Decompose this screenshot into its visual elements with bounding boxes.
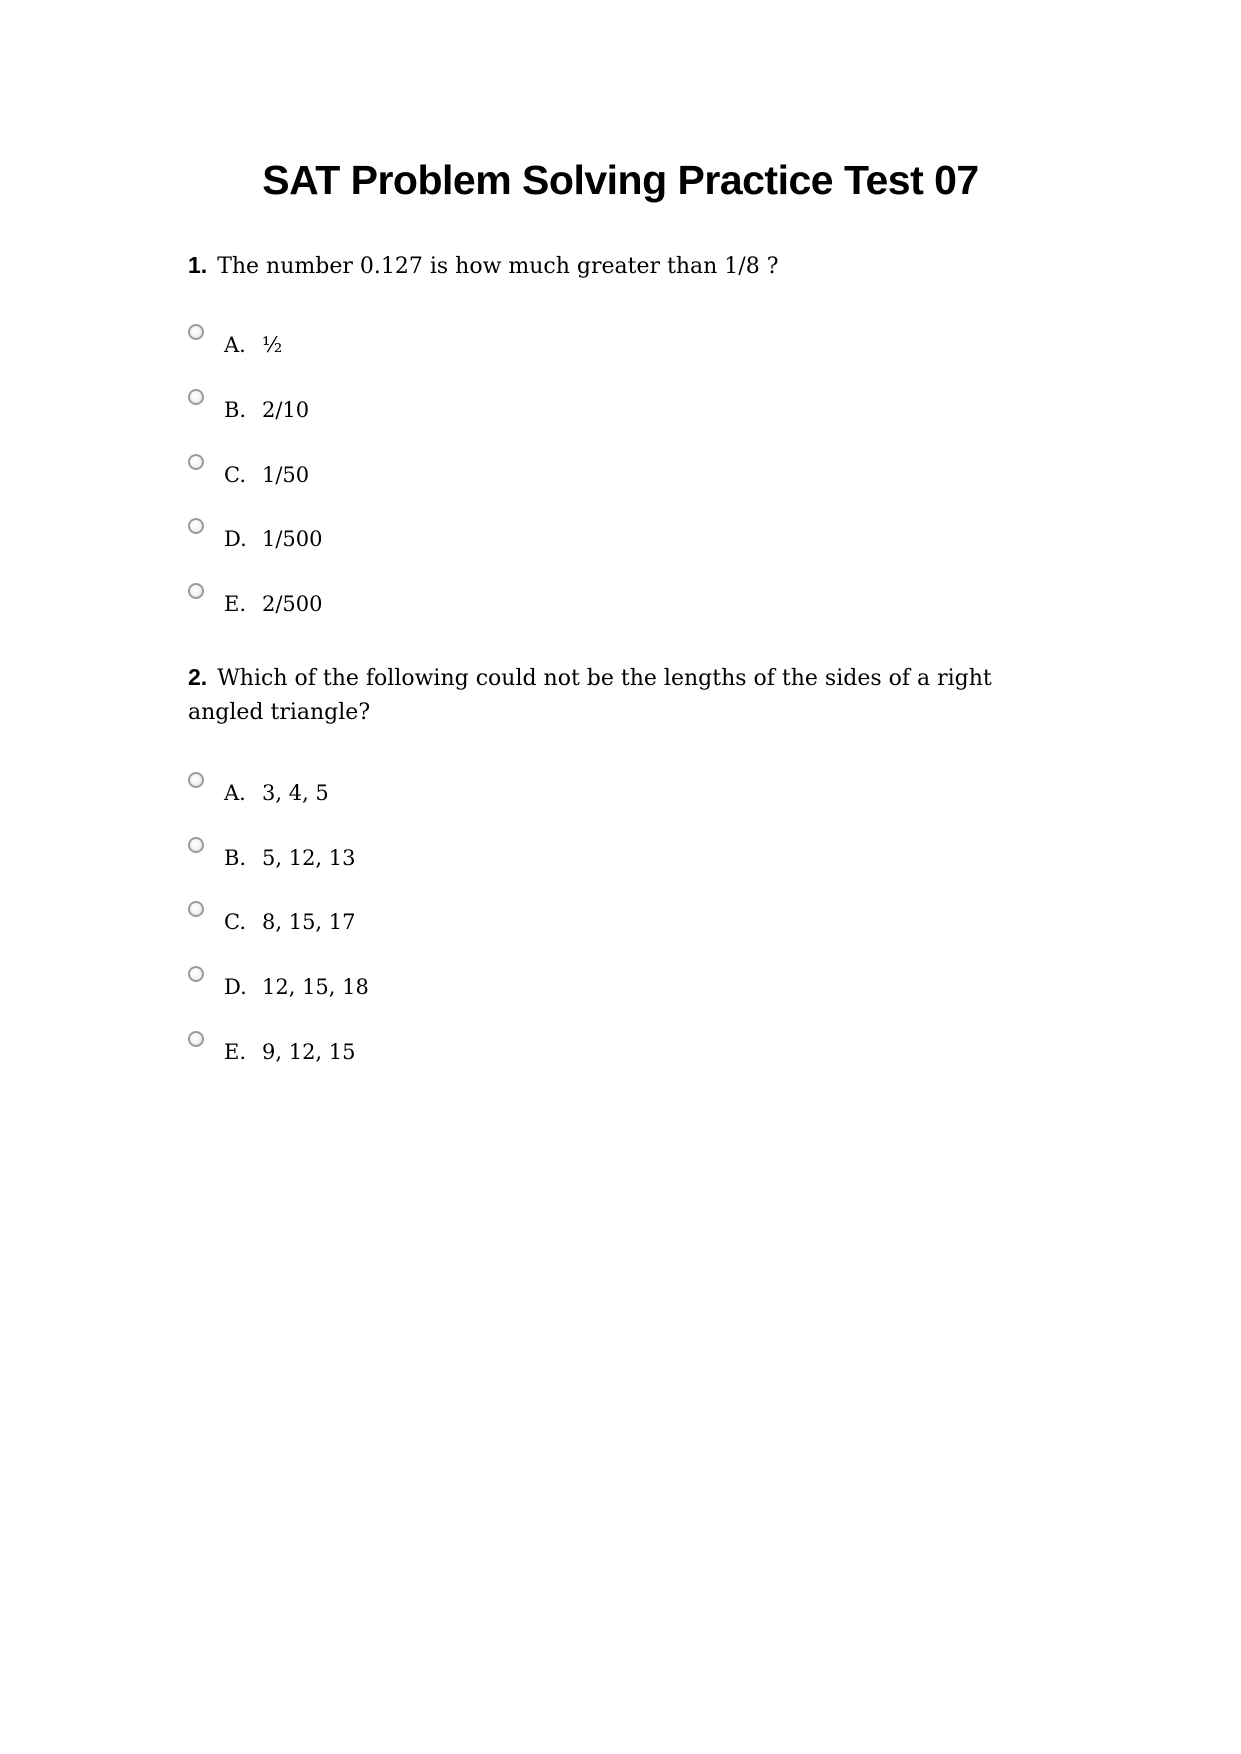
option-letter: D. [224,527,247,551]
radio-button-icon[interactable] [188,518,204,534]
question-2-number: 2. [188,664,208,690]
option-text: ½ [262,333,283,357]
option-letter: B. [224,398,247,422]
question-1-option-b[interactable] [188,387,309,421]
question-1-text-line [188,248,1068,284]
option-text: 2/10 [262,398,310,422]
option-text: 3, 4, 5 [262,781,329,805]
radio-button-icon[interactable] [188,583,204,599]
option-letter: B. [224,846,247,870]
option-text: 8, 15, 17 [262,910,356,934]
option-letter: E. [224,592,247,616]
question-2-option-d[interactable] [188,964,369,998]
question-2-option-b[interactable] [188,835,356,869]
question-1 [188,248,1068,284]
question-2-option-a[interactable] [188,770,329,804]
question-1-number: 1. [188,252,208,278]
radio-button-icon[interactable] [188,966,204,982]
page-title: SAT Problem Solving Practice Test 07 [262,157,979,203]
radio-button-icon[interactable] [188,1031,204,1047]
option-letter: D. [224,975,247,999]
radio-button-icon[interactable] [188,454,204,470]
option-text: 1/500 [262,527,323,551]
radio-button-icon[interactable] [188,772,204,788]
option-letter: C. [224,463,246,487]
question-1-option-d[interactable] [188,516,323,550]
question-2-text: Which of the following could not be the lengths of the sides of a right angled triangle? [188,666,992,725]
option-letter: E. [224,1040,247,1064]
option-text: 9, 12, 15 [262,1040,356,1064]
radio-button-icon[interactable] [188,389,204,405]
question-1-text: The number 0.127 is how much greater than 1/8 ? [217,254,779,279]
radio-button-icon[interactable] [188,837,204,853]
radio-button-icon[interactable] [188,901,204,917]
option-text: 12, 15, 18 [262,975,369,999]
question-2-option-e[interactable] [188,1029,356,1063]
radio-button-icon[interactable] [188,324,204,340]
question-2-text-line [188,660,1068,730]
question-1-option-e[interactable] [188,581,323,615]
question-1-option-c[interactable] [188,452,309,486]
option-letter: A. [224,333,246,357]
option-text: 2/500 [262,592,323,616]
question-2 [188,660,1068,730]
question-1-option-a[interactable] [188,322,282,356]
question-2-option-c[interactable] [188,899,356,933]
option-letter: C. [224,910,246,934]
option-text: 1/50 [262,463,310,487]
option-letter: A. [224,781,246,805]
option-text: 5, 12, 13 [262,846,356,870]
